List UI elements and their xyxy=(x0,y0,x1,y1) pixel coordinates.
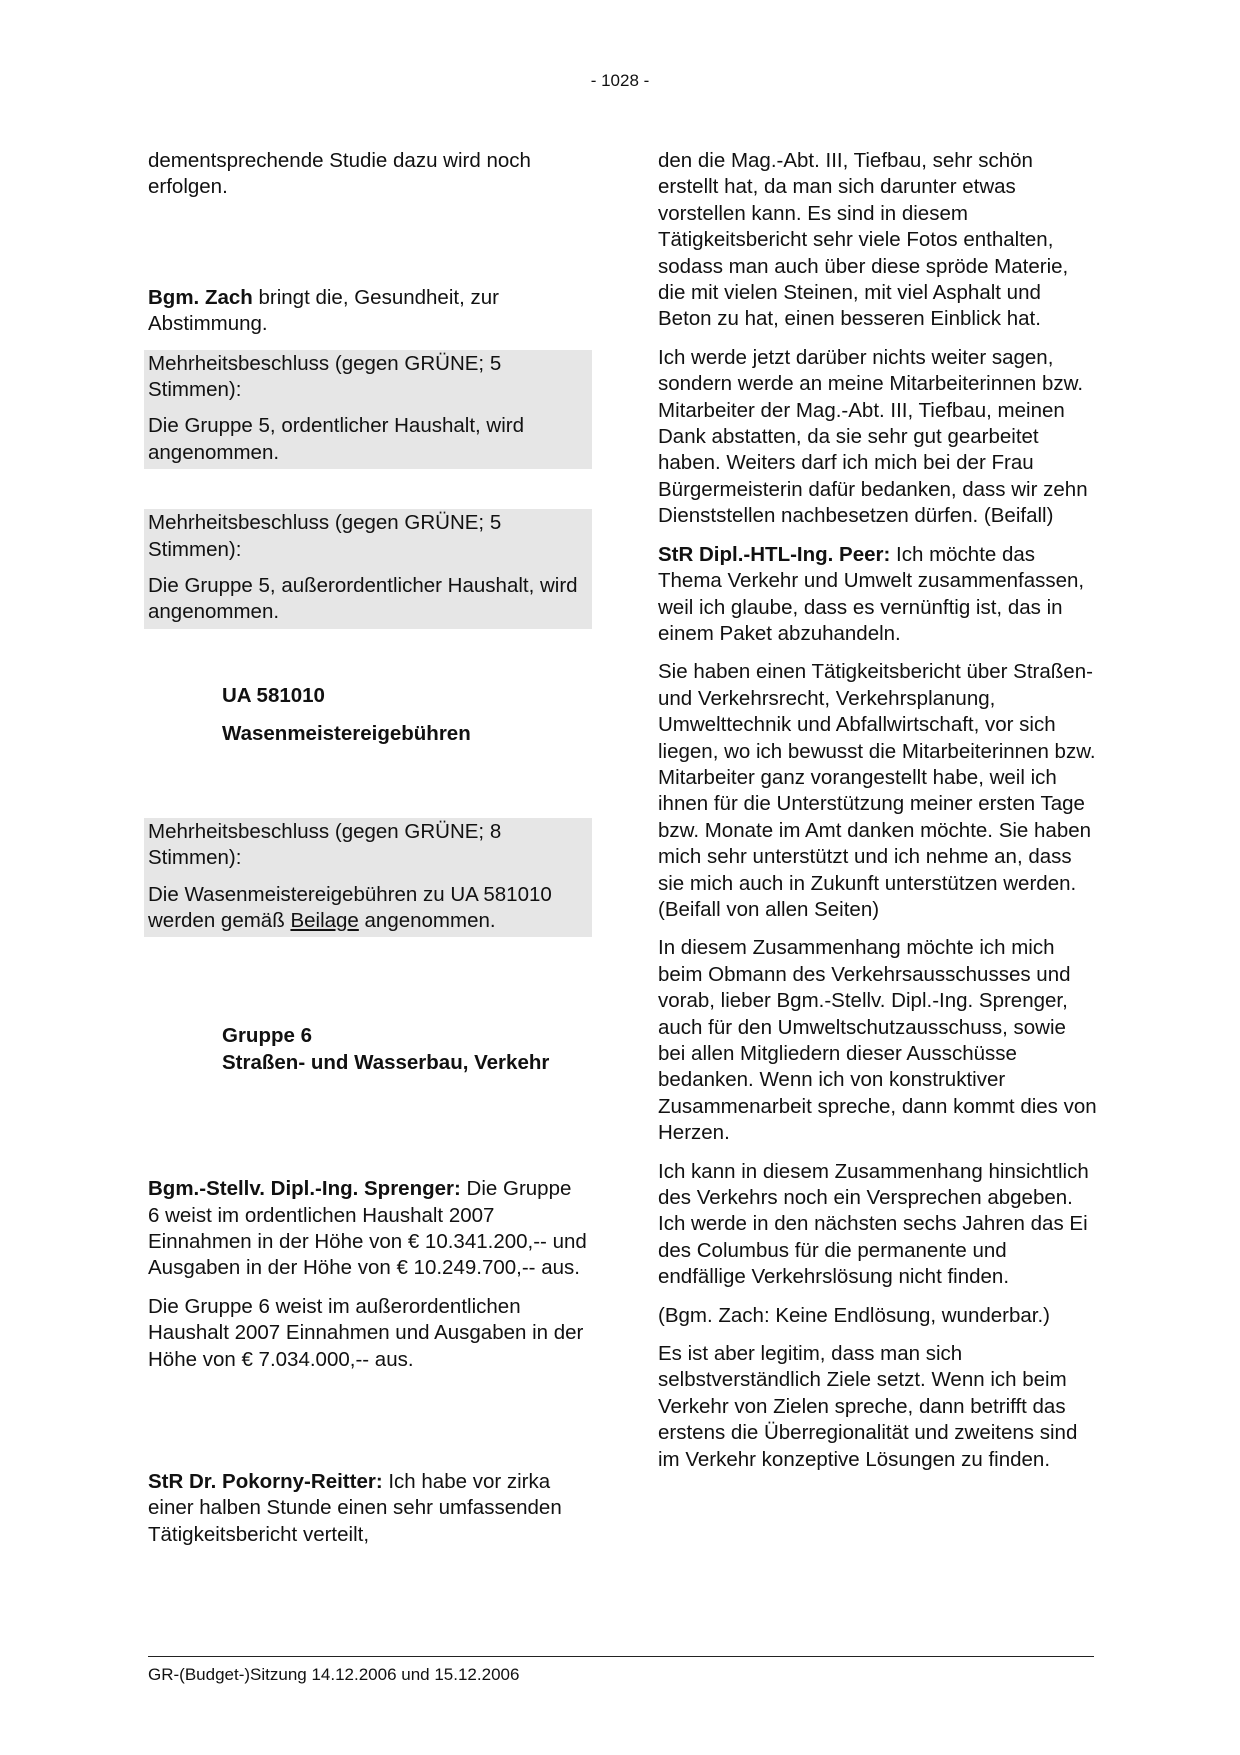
paragraph xyxy=(148,1176,588,1282)
paragraph: Ich kann in diesem Zusammenhang hinsichtlich des Verkehrs noch ein Versprechen abgeben. Ich werde in den nächsten sechs Jahren das Ei des Columbus für die permanente und endfällige Verkehrslösung nicht finden. xyxy=(658,1159,1089,1289)
left-column xyxy=(148,148,588,1560)
paragraph: den die Mag.-Abt. III, Tiefbau, sehr schön erstellt hat, da man sich darunter etwas vorstellen kann. Es sind in diesem Tätigkeitsbericht sehr viele Fotos enthalten, sodass man auch über diese spröde Materie, die mit vielen Steinen, mit viel Asphalt und Beton zu hat, einen besseren Einblick hat. xyxy=(658,149,1069,331)
resolution-text-part: angenommen. xyxy=(358,908,496,932)
footer-text: GR-(Budget-)Sitzung 14.12.2006 und 15.12.2006 xyxy=(148,1665,520,1684)
resolution-text xyxy=(148,882,588,935)
speaker-name: Bgm. Zach xyxy=(148,285,253,309)
resolution-text: Die Gruppe 5, ordentlicher Haushalt, wird angenommen. xyxy=(148,414,525,464)
page-number: - 1028 - xyxy=(590,71,650,90)
paragraph: Ich werde jetzt darüber nichts weiter sagen, sondern werde an meine Mitarbeiterinnen bzw. Mitarbeiter der Mag.-Abt. III, Tiefbau, meinen Dank abstatten, da sie sehr gut gearbeitet haben. Weiters darf ich mich bei der Frau Bürgermeisterin dafür bedanken, dass wir zehn Dienststellen nachbesetzen dürfen. (Beifall) xyxy=(658,345,1088,528)
heading-line: UA 581010 xyxy=(222,683,325,707)
paragraph xyxy=(148,285,588,338)
speech-text: Die Gruppe 6 weist im ordentlichen Haushalt 2007 Einnahmen in der Höhe von € 10.341.200,-- und Ausgaben in der Höhe von € 10.249.700,-- aus. xyxy=(148,1177,587,1280)
resolution-vote: Mehrheitsbeschluss (gegen GRÜNE; 8 Stimmen): xyxy=(148,819,502,870)
resolution-box xyxy=(144,509,592,629)
paragraph: Es ist aber legitim, dass man sich selbstverständlich Ziele setzt. Wenn ich beim Verkehr von Zielen spreche, dann betrifft das erstens die Überregionalität und zweitens sind im Verkehr konzeptive Lösungen zu finden. xyxy=(658,1342,1078,1471)
speech-text: bringt die, Gesundheit, zur Abstimmung. xyxy=(148,285,499,336)
resolution-text-part: Die Wasenmeistereigebühren zu UA 581010 werden gemäß xyxy=(148,882,552,932)
resolution-box xyxy=(144,350,592,470)
paragraph: Die Gruppe 6 weist im außerordentlichen Haushalt 2007 Einnahmen und Ausgaben in der Höhe von € 7.034.000,-- aus. xyxy=(148,1294,584,1371)
paragraph: (Bgm. Zach: Keine Endlösung, wunderbar.) xyxy=(658,1303,1050,1327)
heading-line: Wasenmeistereigebühren xyxy=(222,722,471,746)
speaker-name: Bgm.-Stellv. Dipl.-Ing. Sprenger: xyxy=(148,1177,461,1201)
resolution-text: Die Gruppe 5, außerordentlicher Haushalt, wird angenommen. xyxy=(148,574,578,624)
section-heading xyxy=(222,1023,562,1076)
beilage-link[interactable]: Beilage xyxy=(290,908,359,932)
paragraph: Sie haben einen Tätigkeitsbericht über Straßen- und Verkehrsrecht, Verkehrsplanung, Umwelttechnik und Abfallwirtschaft, vor sich liegen, wo ich bewusst die Mitarbeiterinnen bzw. Mitarbeiter ganz vorangestellt habe, weil ich ihnen für die Unterstützung meiner ersten Tage bzw. Monate im Amt danken möchte. Sie haben mich sehr unterstützt und ich nehme an, dass sie mich auch in Zukunft unterstützen werden. (Beifall von allen Seiten) xyxy=(658,660,1096,921)
speech-text: Ich möchte das Thema Verkehr und Umwelt zusammenfassen, weil ich glaube, dass es vernünftig ist, das in einem Paket abzuhandeln. xyxy=(658,542,1085,645)
resolution-box xyxy=(144,818,592,938)
paragraph: dementsprechende Studie dazu wird noch erfolgen. xyxy=(148,149,531,199)
heading-line: Straßen- und Wasserbau, Verkehr xyxy=(222,1050,550,1074)
right-column xyxy=(658,148,1098,1485)
paragraph xyxy=(148,1469,588,1548)
speaker-name: StR Dr. Pokorny-Reitter: xyxy=(148,1469,383,1493)
heading-line: Gruppe 6 xyxy=(222,1024,312,1048)
resolution-vote: Mehrheitsbeschluss (gegen GRÜNE; 5 Stimmen): xyxy=(148,511,502,561)
footer-divider xyxy=(148,1656,1094,1657)
speaker-name: StR Dipl.-HTL-Ing. Peer: xyxy=(658,542,891,566)
paragraph xyxy=(658,542,1098,648)
resolution-vote: Mehrheitsbeschluss (gegen GRÜNE; 5 Stimmen): xyxy=(148,351,502,402)
paragraph: In diesem Zusammenhang möchte ich mich beim Obmann des Verkehrsausschusses und vorab, lieber Bgm.-Stellv. Dipl.-Ing. Sprenger, auch für den Umweltschutzausschuss, sowie bei allen Mitgliedern dieser Ausschüsse bedanken. Wenn ich von konstruktiver Zusammenarbeit spreche, dann kommt dies von Herzen. xyxy=(658,936,1097,1145)
speech-text: Ich habe vor zirka einer halben Stunde einen sehr umfassenden Tätigkeitsbericht verteilt, xyxy=(148,1469,562,1546)
section-heading xyxy=(222,683,562,748)
